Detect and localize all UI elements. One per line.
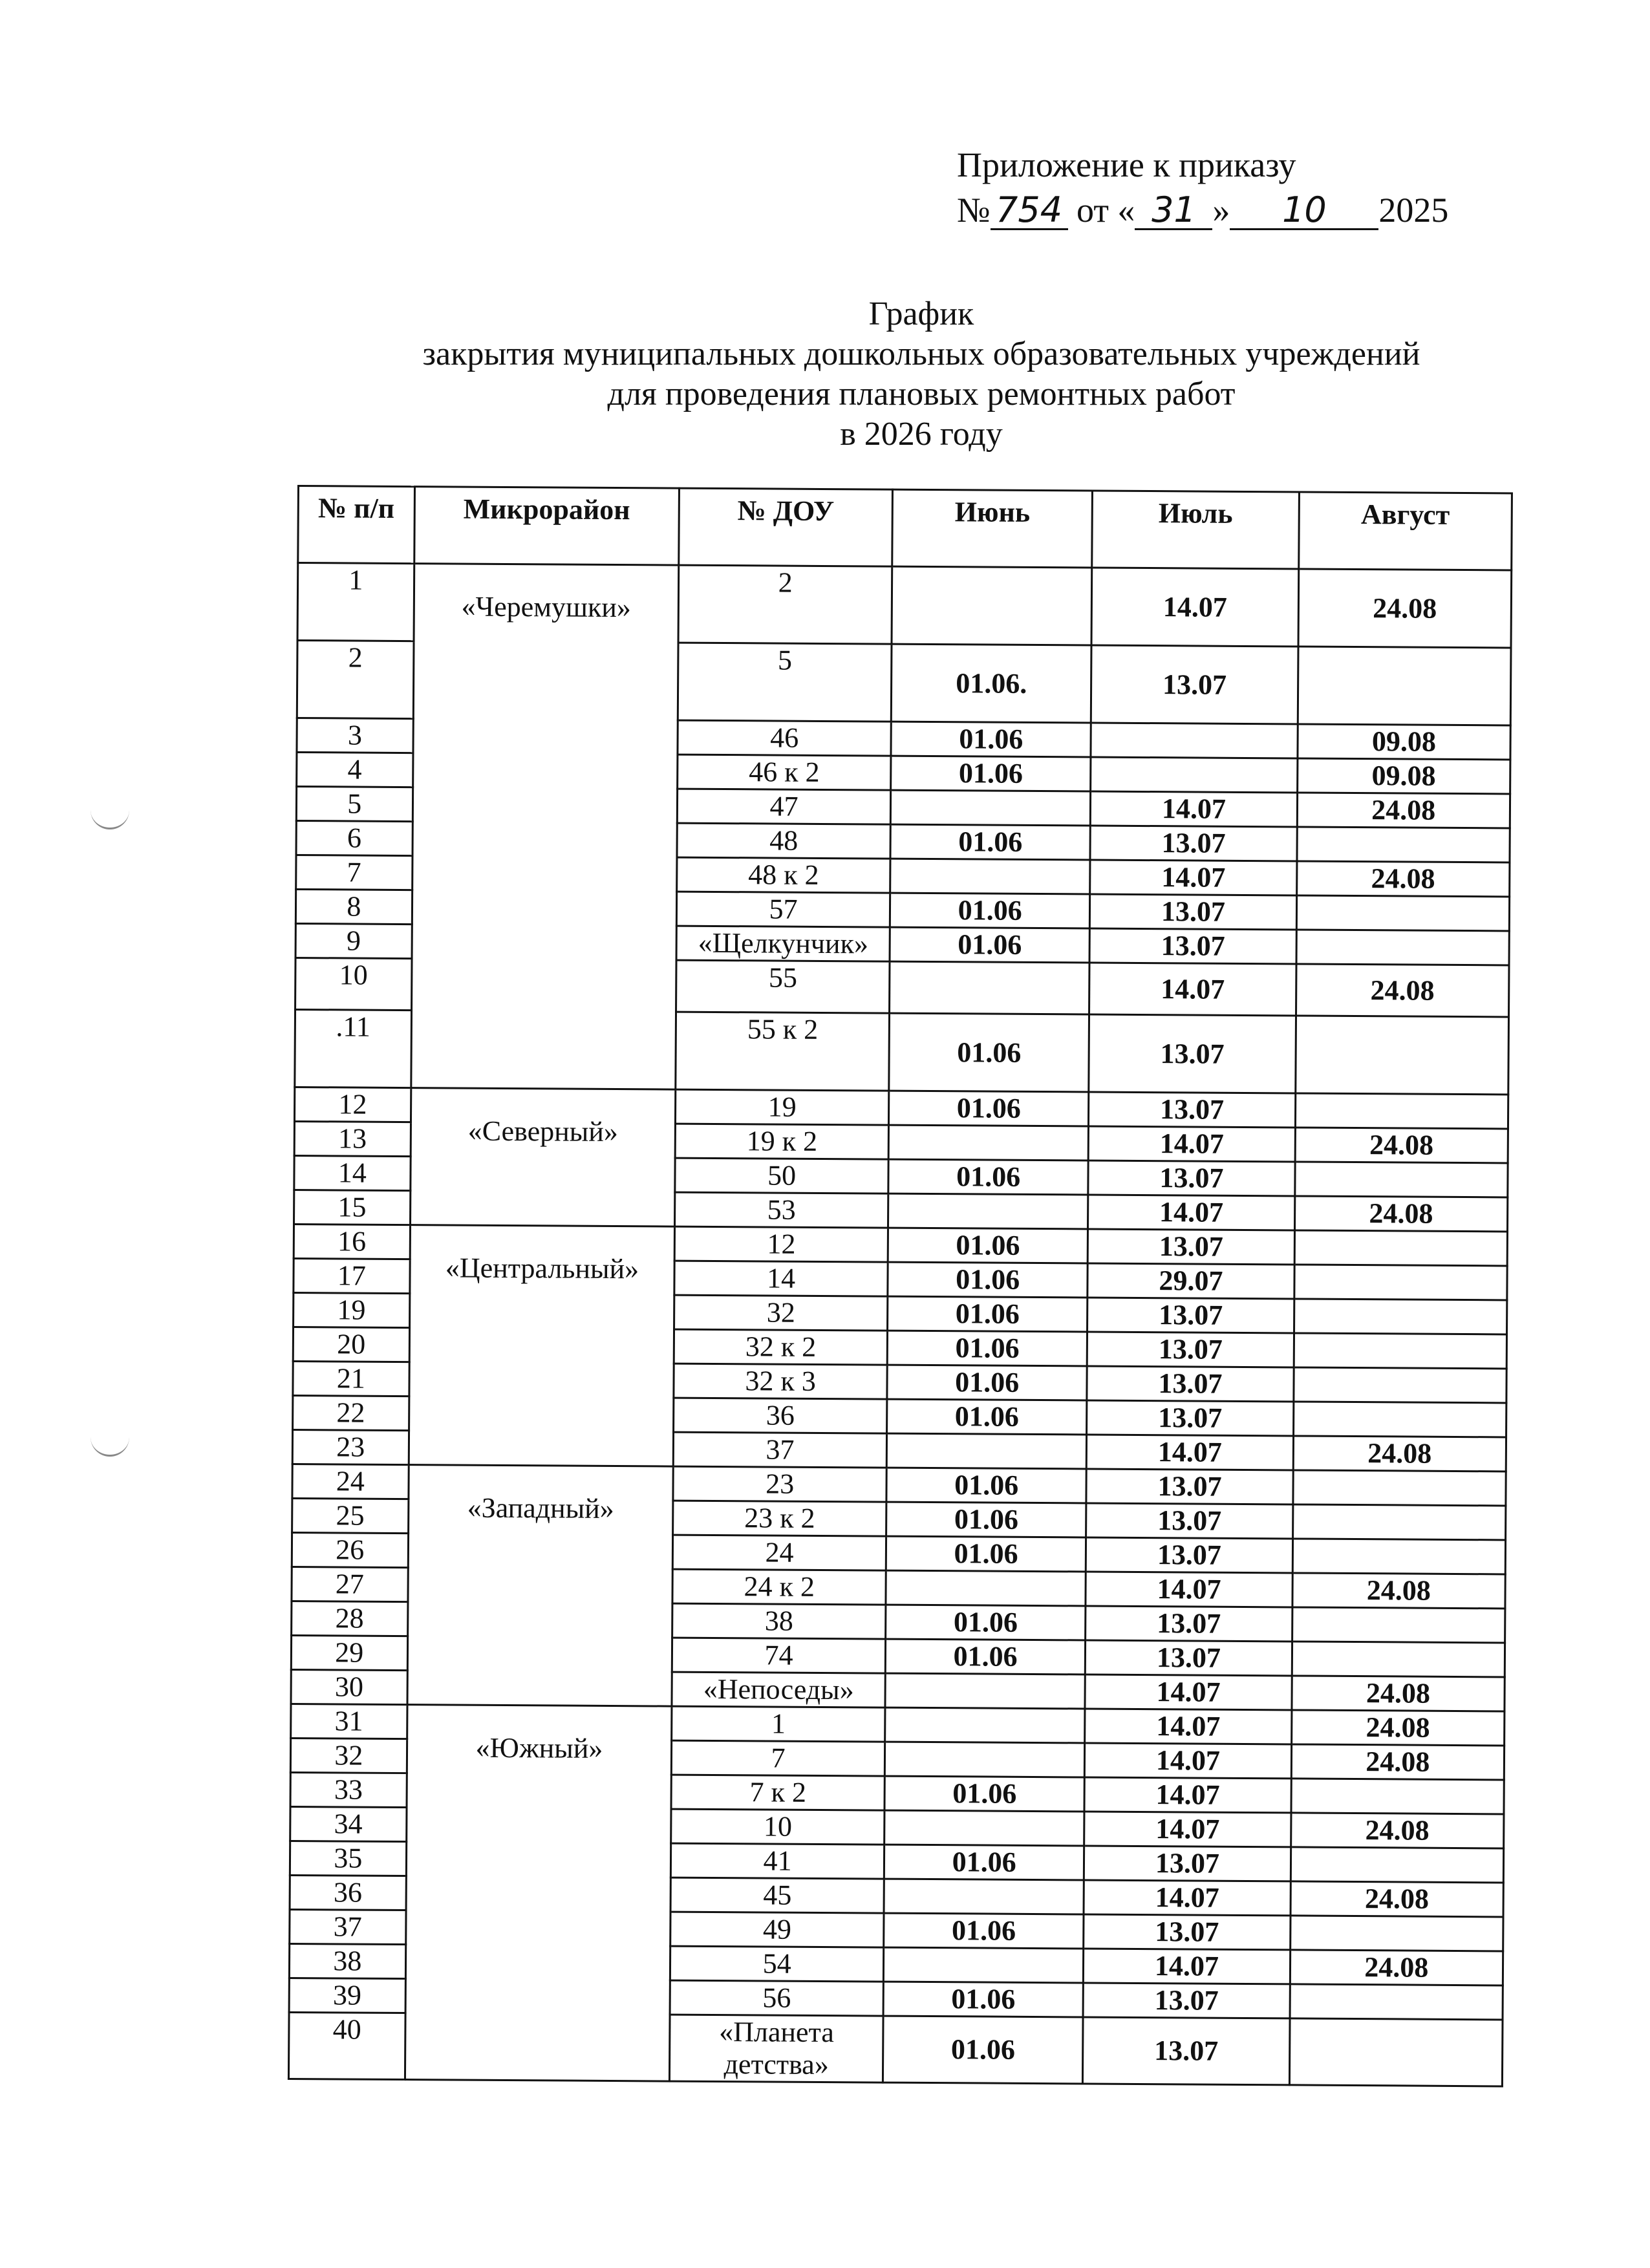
august-date — [1294, 1230, 1508, 1266]
july-date: 13.07 — [1086, 1469, 1293, 1504]
dou-number: 32 к 3 — [674, 1364, 887, 1399]
june-date: 01.06 — [888, 1091, 1089, 1126]
dou-number: «Щелкунчик» — [676, 926, 890, 961]
dou-number: 1 — [672, 1706, 885, 1742]
june-date: 01.06 — [889, 1013, 1089, 1092]
row-number: 12 — [294, 1087, 411, 1122]
july-date: 13.07 — [1089, 1014, 1296, 1093]
august-date — [1291, 1779, 1505, 1814]
dou-number: 32 — [674, 1295, 888, 1331]
july-date: 14.07 — [1088, 1126, 1295, 1162]
row-number: 16 — [294, 1224, 410, 1259]
july-date: 13.07 — [1088, 1229, 1295, 1265]
row-number: 29 — [291, 1635, 407, 1670]
august-date: 24.08 — [1295, 1128, 1508, 1163]
july-date: 13.07 — [1090, 826, 1297, 861]
august-date — [1290, 1916, 1503, 1951]
row-number: 19 — [294, 1292, 410, 1327]
row-number: 28 — [292, 1601, 408, 1636]
august-date — [1292, 1642, 1505, 1677]
row-number: 27 — [292, 1567, 408, 1601]
june-date: 01.06 — [888, 1228, 1088, 1263]
june-date — [888, 1125, 1089, 1161]
august-date — [1294, 1265, 1507, 1300]
row-number: 35 — [290, 1841, 406, 1876]
july-date: 14.07 — [1086, 1572, 1292, 1607]
close-quote: » — [1212, 191, 1230, 230]
june-date: 01.06 — [883, 1982, 1084, 2017]
order-day: 31 — [1135, 192, 1212, 230]
july-date: 14.07 — [1091, 568, 1298, 647]
june-date — [885, 1707, 1086, 1743]
july-date: 13.07 — [1088, 1161, 1295, 1196]
dou-number: 38 — [672, 1603, 886, 1639]
july-date: 13.07 — [1088, 1332, 1294, 1367]
june-date: 01.06 — [887, 1399, 1088, 1435]
july-date: 13.07 — [1091, 645, 1298, 724]
row-number: 31 — [291, 1704, 407, 1738]
june-date: 01.06 — [888, 1262, 1088, 1298]
july-date: 14.07 — [1084, 1812, 1291, 1847]
title-line-1: График — [868, 295, 974, 332]
dou-number: 12 — [674, 1226, 888, 1262]
june-date: 01.06 — [887, 1365, 1088, 1400]
june-date: 01.06 — [884, 1845, 1084, 1880]
june-date: 01.06 — [886, 1605, 1086, 1640]
dou-number: 41 — [671, 1843, 884, 1879]
row-number: 15 — [294, 1190, 411, 1225]
header-june: Июнь — [892, 489, 1093, 568]
june-date — [890, 859, 1091, 894]
august-date — [1293, 1367, 1506, 1403]
dou-number: 23 — [673, 1466, 886, 1502]
header-district: Микрорайон — [414, 487, 679, 566]
july-date: 14.07 — [1088, 1195, 1295, 1230]
july-date: 13.07 — [1086, 1537, 1293, 1573]
from-word: от « — [1077, 191, 1135, 230]
july-date: 13.07 — [1084, 1914, 1291, 1950]
document-title — [323, 294, 1519, 455]
row-number: 40 — [288, 2012, 405, 2079]
july-date: 13.07 — [1089, 928, 1296, 964]
august-date — [1294, 1333, 1507, 1369]
august-date — [1297, 827, 1510, 862]
august-date: 24.08 — [1297, 793, 1510, 828]
dou-number: 47 — [678, 789, 891, 824]
august-date: 24.08 — [1292, 1573, 1506, 1609]
order-year: 2025 — [1378, 191, 1449, 230]
july-date: 14.07 — [1084, 1949, 1291, 1984]
row-number: .11 — [295, 1009, 411, 1087]
august-date — [1296, 895, 1510, 931]
district-cell: «Центральный» — [409, 1225, 675, 1466]
august-date — [1289, 2018, 1503, 2086]
dou-number: 46 — [678, 720, 891, 756]
june-date: 01.06 — [890, 893, 1090, 928]
july-date: 14.07 — [1087, 1435, 1294, 1470]
dou-number: 7 к 2 — [671, 1775, 884, 1810]
appendix-header — [957, 142, 1448, 233]
table-header-row — [298, 486, 1512, 570]
row-number: 10 — [295, 957, 412, 1010]
june-date — [884, 1810, 1085, 1846]
row-number: 9 — [295, 923, 412, 958]
august-date: 24.08 — [1291, 1744, 1505, 1780]
august-date — [1291, 1847, 1504, 1883]
row-number: 17 — [294, 1258, 410, 1293]
july-date: 13.07 — [1086, 1640, 1292, 1676]
july-date: 14.07 — [1090, 860, 1297, 895]
table-row — [297, 563, 1512, 648]
dou-number: 19 — [676, 1089, 889, 1125]
june-date: 01.06 — [890, 824, 1091, 860]
dou-number: 19 к 2 — [675, 1124, 888, 1159]
table-row — [294, 1224, 1507, 1265]
row-number: 4 — [297, 753, 413, 787]
july-date: 14.07 — [1084, 1777, 1291, 1813]
row-number: 36 — [290, 1875, 406, 1910]
dou-number: 36 — [674, 1398, 887, 1433]
june-date — [886, 1433, 1087, 1469]
dou-number: 37 — [673, 1432, 886, 1468]
row-number: 2 — [297, 641, 413, 719]
june-date — [890, 961, 1090, 1014]
title-line-3: для проведения плановых ремонтных работ — [607, 376, 1236, 412]
dou-number: 5 — [678, 643, 892, 722]
dou-number: 46 к 2 — [678, 754, 891, 790]
august-date: 24.08 — [1298, 569, 1512, 648]
august-date — [1293, 1402, 1506, 1437]
dou-number: 55 — [676, 960, 890, 1013]
august-date — [1290, 1984, 1503, 2020]
july-date: 13.07 — [1084, 1846, 1291, 1881]
table-row — [292, 1464, 1506, 1505]
june-date: 01.06 — [886, 1468, 1087, 1503]
august-date — [1292, 1607, 1505, 1643]
row-number: 5 — [296, 787, 412, 822]
dou-number: 32 к 2 — [674, 1329, 887, 1365]
june-date: 01.06 — [891, 756, 1091, 791]
june-date — [884, 1742, 1085, 1777]
row-number: 20 — [293, 1327, 409, 1362]
july-date: 13.07 — [1090, 894, 1297, 930]
order-reference — [957, 187, 1448, 233]
row-number: 1 — [297, 563, 414, 641]
july-date: 14.07 — [1085, 1674, 1292, 1710]
row-number: 39 — [289, 1978, 405, 2013]
august-date — [1294, 1299, 1507, 1334]
dou-number: 10 — [671, 1809, 884, 1845]
district-cell: «Южный» — [405, 1705, 672, 2081]
header-number: № п/п — [298, 486, 414, 564]
order-month: 10 — [1230, 192, 1378, 230]
july-date: 13.07 — [1083, 2017, 1290, 2085]
june-date — [886, 1570, 1086, 1606]
august-date: 09.08 — [1297, 758, 1510, 794]
july-date: 13.07 — [1089, 1092, 1296, 1128]
july-date: 13.07 — [1088, 1298, 1294, 1333]
row-number: 8 — [295, 889, 412, 924]
row-number: 22 — [293, 1395, 409, 1430]
dou-number: 23 к 2 — [673, 1501, 886, 1536]
dou-number: 24 к 2 — [672, 1569, 886, 1605]
august-date: 09.08 — [1298, 724, 1511, 760]
june-date: 01.06 — [883, 2016, 1083, 2084]
number-sign: № — [957, 191, 991, 230]
row-number: 33 — [290, 1772, 407, 1807]
august-date — [1294, 1162, 1508, 1197]
district-cell: «Черемушки» — [411, 564, 679, 1089]
june-date — [884, 1879, 1084, 1914]
july-date: 13.07 — [1087, 1366, 1294, 1402]
july-date — [1091, 757, 1298, 793]
june-date: 01.06 — [886, 1502, 1087, 1537]
row-number: 6 — [296, 820, 412, 855]
dou-number: «Непоседы» — [672, 1672, 885, 1707]
july-date: 14.07 — [1085, 1743, 1292, 1779]
row-number: 14 — [294, 1155, 411, 1190]
june-date: 01.06 — [884, 1913, 1084, 1949]
june-date — [892, 566, 1092, 645]
appendix-label: Приложение к приказу — [957, 145, 1296, 184]
row-number: 26 — [292, 1532, 408, 1567]
june-date — [888, 1193, 1089, 1229]
june-date: 01.06 — [890, 927, 1090, 963]
punch-hole-mark — [91, 1435, 129, 1457]
district-cell: «Северный» — [410, 1088, 676, 1226]
july-date: 14.07 — [1089, 963, 1296, 1016]
june-date — [890, 790, 1091, 826]
dou-number: «Планета детства» — [670, 2015, 883, 2082]
august-date: 24.08 — [1296, 861, 1510, 897]
row-number: 23 — [292, 1429, 409, 1464]
row-number: 3 — [297, 718, 413, 753]
june-date — [883, 1947, 1084, 1983]
august-date — [1298, 647, 1511, 725]
june-date: 01.06 — [887, 1331, 1088, 1366]
june-date: 01.06 — [891, 722, 1091, 757]
row-number: 30 — [291, 1669, 407, 1704]
june-date: 01.06 — [886, 1536, 1086, 1572]
row-number: 21 — [293, 1361, 409, 1396]
august-date — [1296, 930, 1510, 965]
punch-hole-mark — [91, 808, 129, 829]
title-line-2: закрытия муниципальных дошкольных образовательных учреждений — [422, 336, 1420, 372]
header-dou: № ДОУ — [679, 488, 893, 566]
august-date — [1292, 1504, 1506, 1540]
dou-number: 53 — [675, 1192, 888, 1228]
dou-number: 56 — [670, 1980, 883, 2016]
august-date: 24.08 — [1290, 1950, 1503, 1985]
district-cell: «Западный» — [407, 1465, 674, 1706]
header-july: Июль — [1092, 491, 1299, 569]
row-number: 13 — [294, 1121, 411, 1156]
dou-number: 24 — [672, 1535, 886, 1570]
august-date: 24.08 — [1291, 1813, 1504, 1848]
july-date: 14.07 — [1085, 1709, 1292, 1744]
table-row — [294, 1087, 1508, 1128]
august-date — [1292, 1539, 1506, 1574]
june-date: 01.06 — [885, 1639, 1086, 1674]
dou-number: 48 к 2 — [677, 857, 890, 893]
june-date: 01.06 — [888, 1296, 1088, 1332]
june-date: 01.06 — [888, 1159, 1089, 1195]
august-date: 24.08 — [1294, 1196, 1508, 1232]
row-number: 37 — [290, 1909, 406, 1944]
july-date: 13.07 — [1086, 1606, 1292, 1642]
august-date: 24.08 — [1293, 1436, 1506, 1471]
july-date — [1091, 723, 1298, 758]
dou-number: 2 — [678, 565, 892, 644]
july-date: 29.07 — [1088, 1263, 1294, 1299]
dou-number: 49 — [670, 1912, 884, 1947]
header-august: Август — [1298, 492, 1512, 570]
august-date: 24.08 — [1291, 1710, 1505, 1746]
august-date — [1295, 1016, 1508, 1095]
row-number: 25 — [292, 1498, 409, 1533]
august-date — [1293, 1470, 1506, 1506]
june-date: 01.06. — [891, 644, 1091, 723]
dou-number: 74 — [672, 1638, 886, 1673]
dou-number: 14 — [674, 1261, 888, 1296]
august-date: 24.08 — [1291, 1881, 1504, 1917]
dou-number: 55 к 2 — [676, 1012, 890, 1091]
august-date — [1295, 1093, 1508, 1129]
row-number: 7 — [296, 855, 412, 890]
july-date: 13.07 — [1087, 1400, 1294, 1436]
row-number: 38 — [289, 1943, 405, 1978]
closure-schedule-table — [288, 485, 1513, 2087]
dou-number: 57 — [677, 892, 890, 927]
row-number: 24 — [292, 1464, 409, 1499]
table-row — [291, 1704, 1505, 1745]
july-date: 13.07 — [1083, 1983, 1290, 2018]
dou-number: 54 — [670, 1946, 884, 1982]
dou-number: 45 — [670, 1878, 884, 1913]
row-number: 34 — [290, 1806, 407, 1841]
july-date: 14.07 — [1084, 1880, 1291, 1916]
august-date: 24.08 — [1296, 964, 1509, 1017]
dou-number: 50 — [675, 1158, 888, 1193]
order-number: 754 — [991, 192, 1068, 230]
row-number: 32 — [290, 1738, 407, 1773]
title-line-4: в 2026 году — [840, 416, 1003, 453]
june-date — [885, 1673, 1086, 1709]
july-date: 14.07 — [1091, 791, 1298, 827]
dou-number: 48 — [677, 823, 890, 859]
july-date: 13.07 — [1086, 1503, 1293, 1539]
august-date: 24.08 — [1292, 1676, 1505, 1711]
june-date: 01.06 — [884, 1776, 1085, 1812]
dou-number: 7 — [672, 1740, 885, 1776]
